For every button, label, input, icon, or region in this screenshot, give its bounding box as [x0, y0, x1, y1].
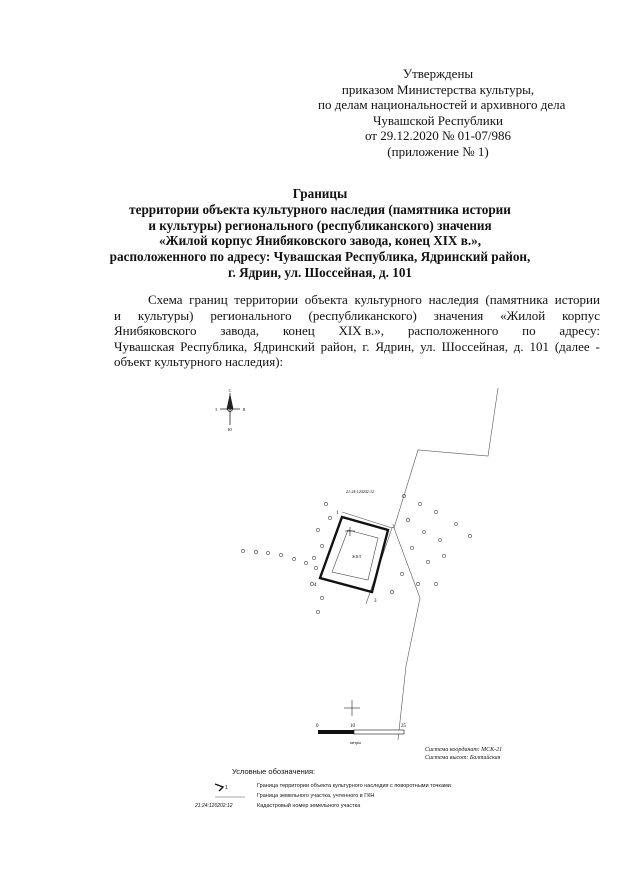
title-line: расположенного по адресу: Чувашская Республика, Ядринский район,: [109, 249, 531, 265]
paragraph-word: территории: [234, 292, 299, 307]
height-point-icon: [344, 700, 360, 716]
paragraph-word: XIX в.»,: [338, 323, 385, 339]
cadastral-number: 21:24:120202:12: [346, 489, 374, 494]
title-line: г. Ядрин, ул. Шоссейная, д. 101: [227, 264, 413, 280]
paragraph-word: -: [595, 338, 600, 354]
paragraph-word: Ядрин,: [375, 338, 415, 354]
approval-line: (приложение № 1): [387, 143, 489, 159]
paragraph-line: [114, 308, 600, 324]
approval-line: Чувашской Республики: [372, 112, 504, 128]
height-system: Система высот: Балтийская: [425, 755, 501, 761]
paragraph-word: район,: [320, 338, 357, 354]
paragraph-word: конец: [282, 323, 315, 339]
svg-text:В: В: [242, 407, 246, 412]
title-line: территории объекта культурного наследия (памятника истории: [129, 201, 511, 217]
paragraph-word: границ: [189, 292, 228, 307]
description-paragraph: [114, 292, 600, 370]
turning-point-label: 4: [314, 583, 317, 588]
paragraph-word: г.: [362, 338, 370, 354]
document-title: [100, 186, 540, 281]
turning-point-label: 1: [336, 511, 339, 516]
svg-text:1: 1: [225, 785, 228, 791]
boundary-symbol-icon: [195, 782, 250, 792]
approval-line: по делам национальностей и архивного дела: [318, 97, 566, 112]
svg-text:З: З: [214, 407, 218, 412]
paragraph-word: корпус: [562, 307, 600, 323]
coordinate-system-note: [425, 746, 502, 762]
land-parcel-boundary: [394, 388, 498, 740]
approval-line: приказом Министерства культуры,: [341, 81, 535, 97]
building-label: ЖИЛ: [352, 554, 362, 559]
title-line: и культуры) регионального (республиканского) значения: [148, 217, 492, 233]
paragraph-word: Шоссейная,: [441, 338, 508, 354]
legend-title: Условные обозначения:: [232, 767, 316, 776]
paragraph-word: 101: [529, 338, 549, 354]
svg-text:Ю: Ю: [227, 427, 233, 432]
paragraph-word: культурного: [354, 292, 422, 307]
paragraph-word: (далее: [554, 338, 590, 354]
paragraph-word: по: [522, 323, 536, 339]
paragraph-word: объекта: [304, 292, 348, 307]
paragraph-word: расположенного: [407, 323, 499, 339]
paragraph-word: регионального: [210, 307, 292, 323]
paragraph-word: и: [114, 307, 121, 323]
paragraph-word: истории: [554, 292, 600, 307]
paragraph-word: Ядринский: [253, 338, 315, 354]
paragraph-line: [114, 292, 600, 308]
parcel-symbol-icon: [195, 792, 250, 802]
paragraph-word: адресу:: [559, 323, 600, 339]
paragraph-word: наследия: [428, 292, 479, 307]
title-line: Границы: [292, 186, 348, 201]
paragraph-word: Янибяковского: [114, 323, 197, 339]
svg-text:С: С: [228, 388, 232, 393]
paragraph-word: Республика,: [180, 338, 248, 354]
paragraph-word: д.: [513, 338, 524, 354]
approval-line: Утверждены: [402, 66, 474, 81]
paragraph-word: «Жилой: [500, 307, 546, 323]
scale-label: 10: [350, 724, 355, 729]
paragraph-line: [114, 339, 600, 355]
boundary-scheme-map: [190, 380, 530, 750]
paragraph-line: объект культурного наследия):: [114, 354, 284, 370]
scale-unit: метры: [350, 740, 361, 745]
paragraph-word: Схема: [148, 292, 183, 307]
coord-system: Система координат: МСК-21: [425, 747, 503, 753]
paragraph-word: (памятника: [485, 292, 549, 307]
paragraph-word: (республиканского): [308, 307, 417, 323]
approval-line: от 29.12.2020 № 01-07/986: [364, 128, 512, 143]
north-arrow-icon: [215, 388, 246, 432]
approval-block: [318, 66, 566, 159]
title-line: «Жилой корпус Янибяковского завода, конец XIX в.»,: [158, 233, 482, 249]
paragraph-word: ул.: [420, 338, 436, 354]
paragraph-word: завода,: [220, 323, 260, 339]
scale-label: 0: [316, 724, 319, 729]
paragraph-line: [114, 323, 600, 339]
paragraph-word: культуры): [137, 307, 194, 323]
paragraph-word: Чувашская: [114, 338, 175, 354]
paragraph-word: значения: [433, 307, 484, 323]
turning-point-label: 2: [392, 525, 395, 530]
turning-point-label: 3: [374, 599, 377, 604]
scale-label: 25: [401, 724, 406, 729]
scale-bar: [316, 724, 407, 745]
